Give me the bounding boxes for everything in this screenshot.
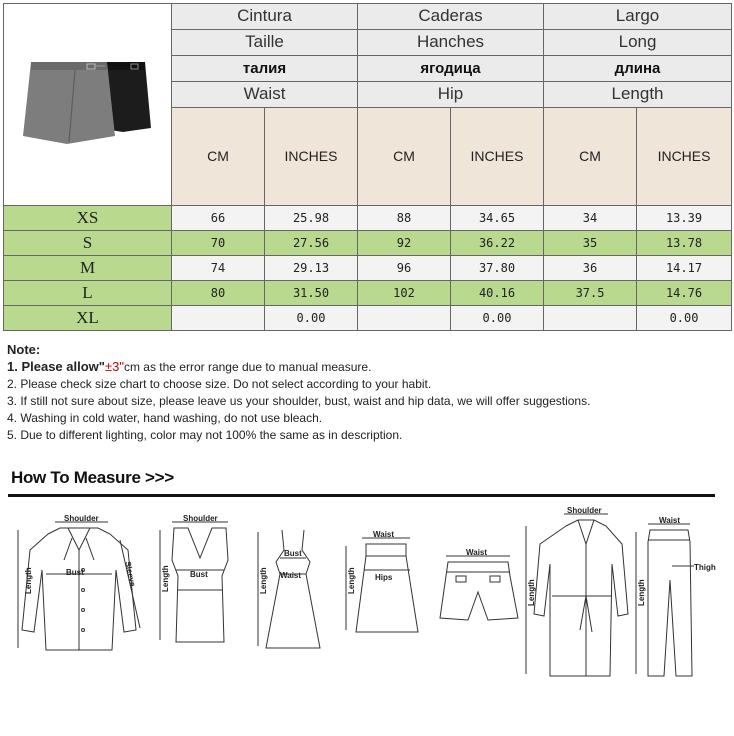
- note-line-3: 3. If still not sure about size, please leave us your shoulder, bust, waist and hip data, we will offer suggestions.: [7, 394, 591, 408]
- unit-header: CM: [358, 107, 451, 205]
- table-cell: [172, 306, 265, 331]
- tank-top-diagram: [160, 514, 228, 642]
- label-length: Length: [527, 579, 536, 606]
- table-cell: 29.13: [265, 256, 358, 281]
- table-cell: 14.76: [637, 281, 732, 306]
- size-label: XL: [4, 306, 172, 331]
- trousers-diagram: [636, 516, 716, 676]
- table-row: [4, 256, 732, 281]
- label-shoulder: Shoulder: [183, 514, 218, 523]
- header-waist-ru: талия: [172, 55, 358, 81]
- unit-header: CM: [172, 107, 265, 205]
- heading-divider: [8, 494, 715, 497]
- measurement-diagrams: [0, 500, 734, 736]
- size-label: S: [4, 231, 172, 256]
- table-cell: 31.50: [265, 281, 358, 306]
- header-length-ru: длина: [544, 55, 732, 81]
- table-cell: 14.17: [637, 256, 732, 281]
- table-cell: 13.78: [637, 231, 732, 256]
- label-length: Length: [637, 579, 646, 606]
- header-hip-es: Caderas: [358, 4, 544, 30]
- note-line-5: 5. Due to different lighting, color may not 100% the same as in description.: [7, 428, 403, 442]
- label-waist: Waist: [466, 548, 488, 557]
- label-shoulder: Shoulder: [64, 514, 99, 523]
- coat-diagram: [526, 506, 628, 676]
- label-shoulder: Shoulder: [567, 506, 602, 515]
- header-waist-es: Cintura: [172, 4, 358, 30]
- unit-header: CM: [544, 107, 637, 205]
- table-cell: 36.22: [451, 231, 544, 256]
- table-cell: 37.80: [451, 256, 544, 281]
- label-length: Length: [347, 567, 356, 594]
- table-cell: 0.00: [637, 306, 732, 331]
- table-cell: 13.39: [637, 206, 732, 231]
- table-cell: 92: [358, 231, 451, 256]
- table-cell: 37.5: [544, 281, 637, 306]
- note-line-1-tail: cm as the error range due to manual measure.: [123, 360, 372, 374]
- size-label: XS: [4, 206, 172, 231]
- unit-header: INCHES: [451, 107, 544, 205]
- note-tolerance: ±3": [104, 359, 124, 374]
- table-cell: 74: [172, 256, 265, 281]
- size-label: L: [4, 281, 172, 306]
- header-length-en: Length: [544, 81, 732, 107]
- table-cell: 80: [172, 281, 265, 306]
- how-to-measure-heading: How To Measure >>>: [11, 468, 174, 487]
- shorts-diagram: [440, 548, 518, 620]
- header-length-es: Largo: [544, 4, 732, 30]
- label-sleeve: Sleeve: [123, 560, 138, 588]
- table-cell: 96: [358, 256, 451, 281]
- table-cell: 66: [172, 206, 265, 231]
- label-waist: Waist: [280, 571, 302, 580]
- unit-header: INCHES: [637, 107, 732, 205]
- table-row: [4, 206, 732, 231]
- label-length: Length: [24, 567, 33, 594]
- skirt-diagram: [346, 530, 418, 632]
- table-cell: 40.16: [451, 281, 544, 306]
- strap-dress-diagram: [258, 530, 320, 648]
- note-line-1-lead: 1. Please allow": [7, 359, 105, 374]
- table-row: [4, 281, 732, 306]
- header-waist-en: Waist: [172, 81, 358, 107]
- header-hip-ru: ягодица: [358, 55, 544, 81]
- table-cell: 27.56: [265, 231, 358, 256]
- label-bust: Bust: [190, 570, 208, 579]
- notes-section: [7, 341, 727, 444]
- table-cell: 36: [544, 256, 637, 281]
- label-length: Length: [161, 565, 170, 592]
- table-cell: [544, 306, 637, 331]
- label-length: Length: [259, 567, 268, 594]
- table-cell: 35: [544, 231, 637, 256]
- note-line-1: [7, 358, 727, 376]
- table-cell: 34: [544, 206, 637, 231]
- size-chart-table: [3, 3, 732, 331]
- table-row: [4, 231, 732, 256]
- table-cell: [358, 306, 451, 331]
- table-cell: 0.00: [265, 306, 358, 331]
- label-thigh: Thigh: [694, 563, 716, 572]
- table-cell: 88: [358, 206, 451, 231]
- blouse-diagram: [18, 514, 140, 650]
- note-line-2: 2. Please check size chart to choose size. Do not select according to your habit.: [7, 377, 432, 391]
- header-waist-fr: Taille: [172, 29, 358, 55]
- notes-title: Note:: [7, 342, 41, 357]
- skirt-product-image: [4, 4, 172, 206]
- label-hips: Hips: [375, 573, 393, 582]
- label-bust: Bust: [66, 568, 84, 577]
- header-length-fr: Long: [544, 29, 732, 55]
- unit-header: INCHES: [265, 107, 358, 205]
- label-bust: Bust: [284, 549, 302, 558]
- header-hip-fr: Hanches: [358, 29, 544, 55]
- table-cell: 70: [172, 231, 265, 256]
- table-cell: 0.00: [451, 306, 544, 331]
- table-row: [4, 306, 732, 331]
- table-cell: 34.65: [451, 206, 544, 231]
- label-waist: Waist: [373, 530, 395, 539]
- table-cell: 102: [358, 281, 451, 306]
- header-hip-en: Hip: [358, 81, 544, 107]
- note-line-4: 4. Washing in cold water, hand washing, do not use bleach.: [7, 411, 323, 425]
- table-cell: 25.98: [265, 206, 358, 231]
- size-label: M: [4, 256, 172, 281]
- label-waist: Waist: [659, 516, 681, 525]
